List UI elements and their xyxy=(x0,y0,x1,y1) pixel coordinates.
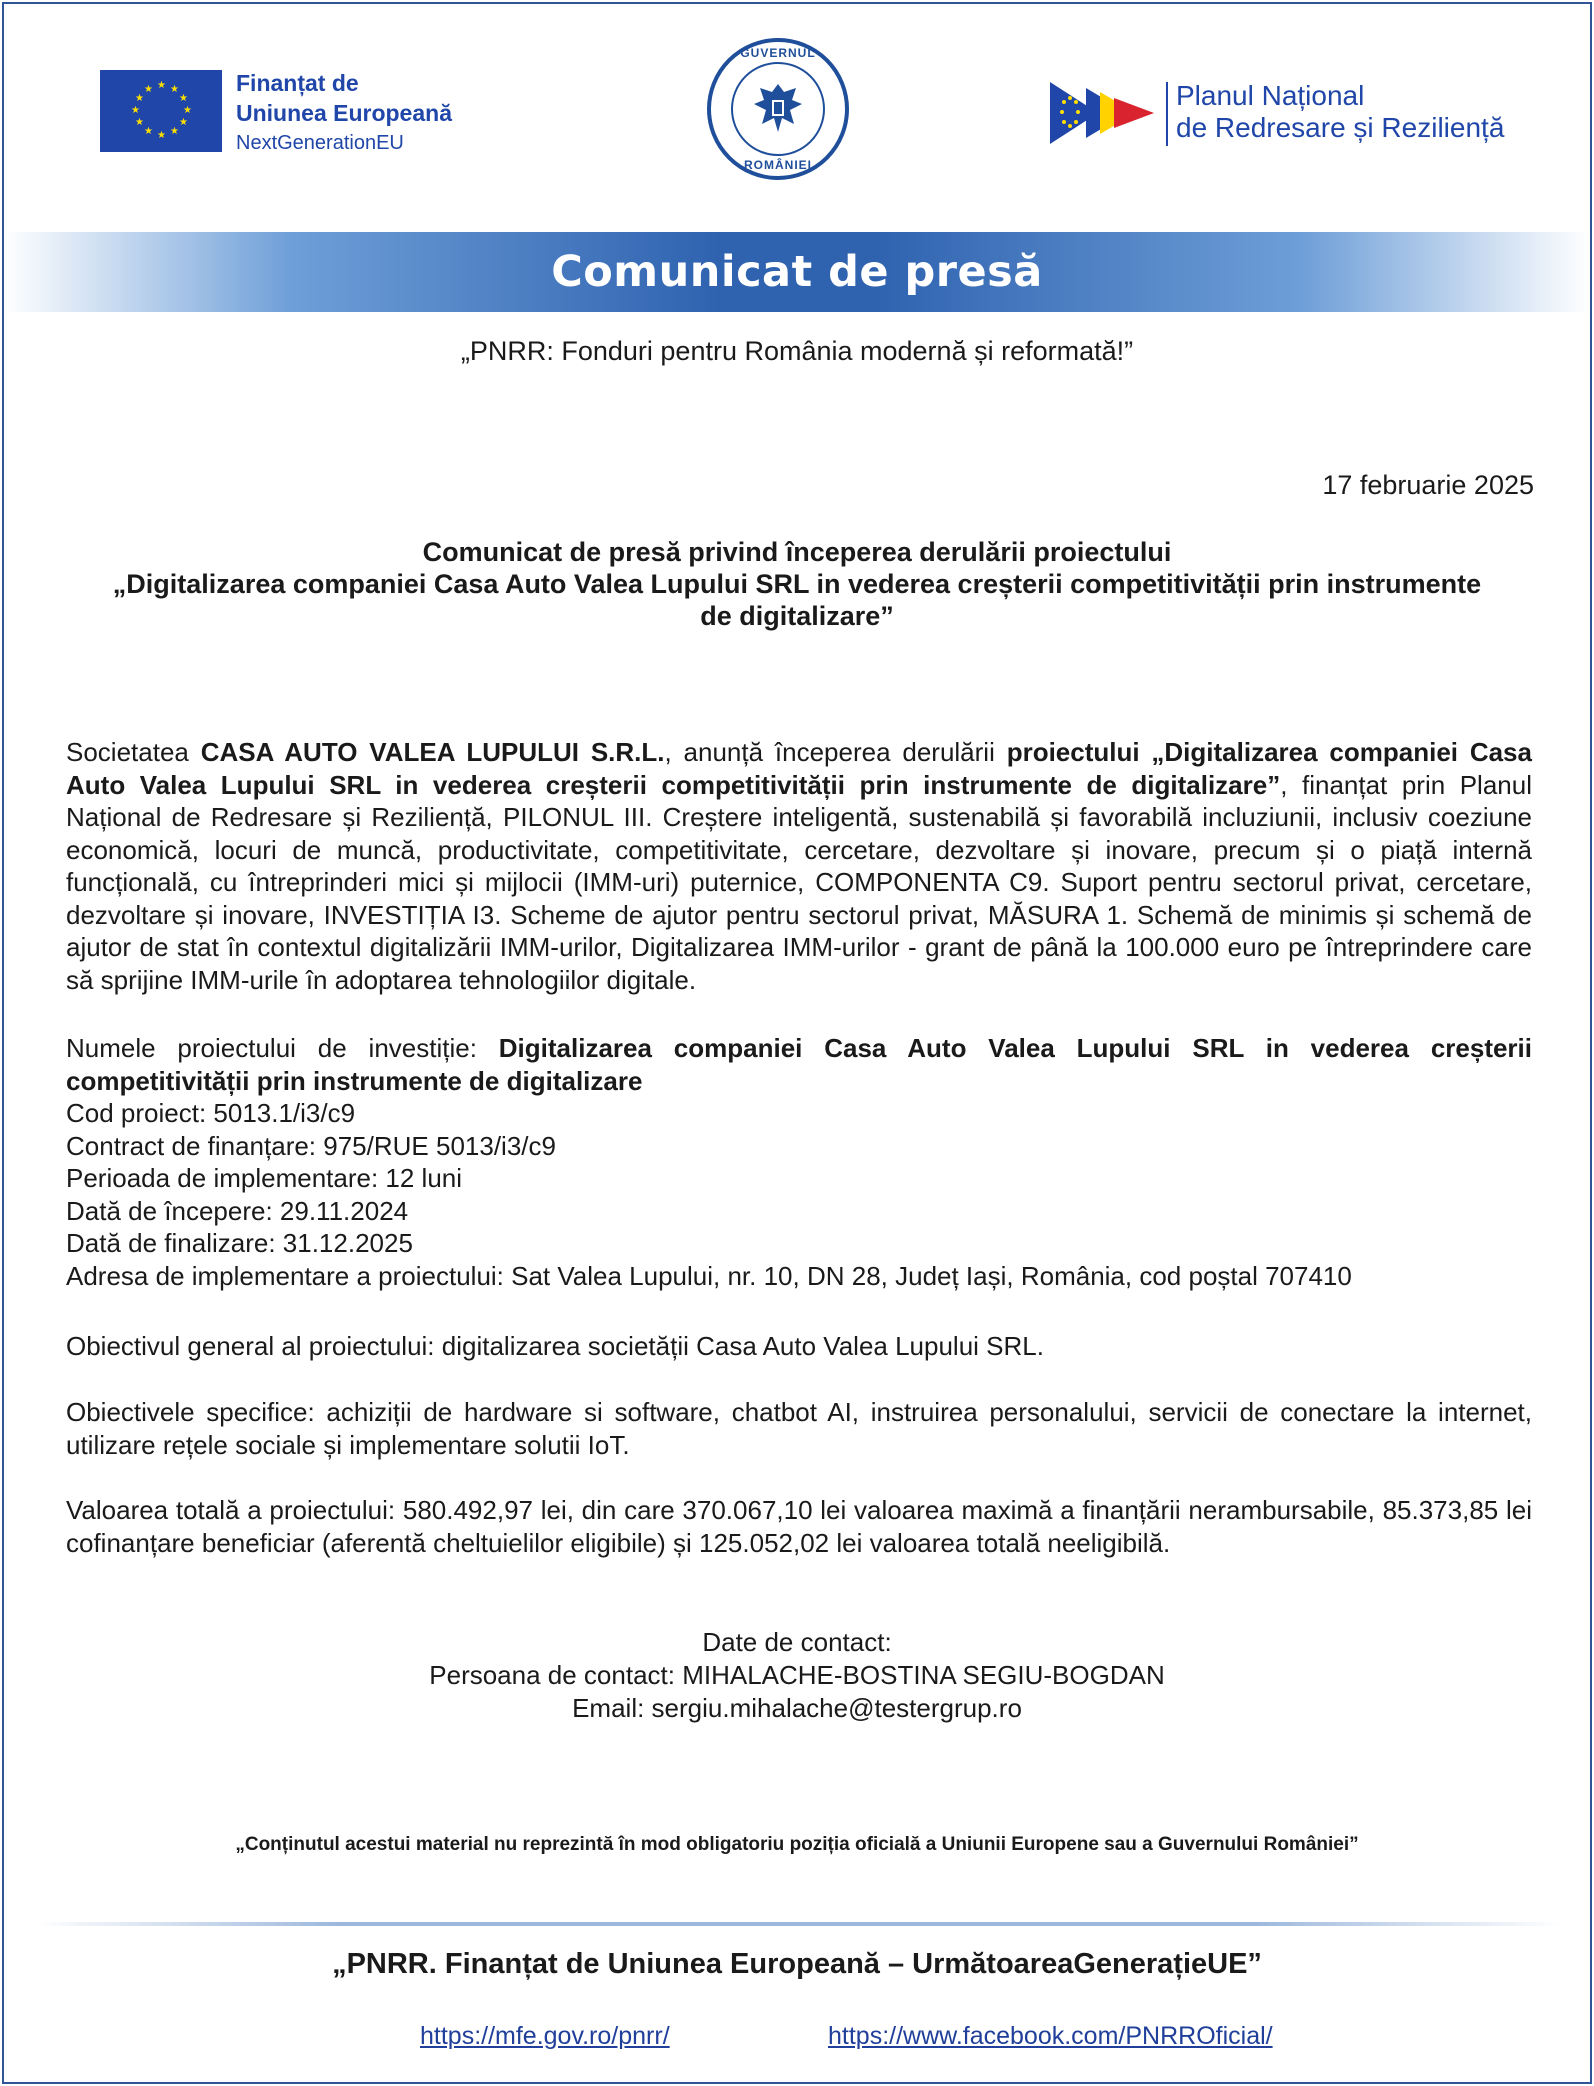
pnrr-line2: de Redresare și Reziliență xyxy=(1176,112,1505,143)
intro-paragraph xyxy=(66,736,1532,996)
contact-section xyxy=(0,1626,1594,1725)
seal-top-text: GUVERNUL xyxy=(740,46,816,60)
general-objective: Obiectivul general al proiectului: digitalizarea societății Casa Auto Valea Lupului SRL. xyxy=(66,1331,1044,1361)
press-date: 17 februarie 2025 xyxy=(1322,470,1534,500)
title-banner xyxy=(4,232,1590,312)
contact-heading: Date de contact: xyxy=(702,1627,892,1657)
footer-divider xyxy=(34,1922,1560,1926)
contact-person: Persoana de contact: MIHALACHE-BOSTINA SEGIU-BOGDAN xyxy=(429,1660,1165,1690)
title-line1: Comunicat de presă privind începerea derulării proiectului xyxy=(422,537,1172,567)
eagle-icon xyxy=(750,78,806,140)
eu-line2: Uniunea Europeană xyxy=(236,100,452,126)
press-title xyxy=(60,536,1534,632)
pnrr-divider xyxy=(1166,82,1168,146)
eu-line3: NextGenerationEU xyxy=(236,132,404,154)
company-name: CASA AUTO VALEA LUPULUI S.R.L. xyxy=(200,737,665,767)
pnrr-logo-icon xyxy=(1050,82,1164,144)
title-line2: „Digitalizarea companiei Casa Auto Valea Lupului SRL in vederea creșterii competitivității prin instrumente xyxy=(112,569,1482,599)
project-address: Adresa de implementare a proiectului: Sat Valea Lupului, nr. 10, DN 28, Județ Iași, România, cod poștal 707410 xyxy=(66,1260,1352,1291)
project-period: Perioada de implementare: 12 luni xyxy=(66,1163,463,1193)
disclaimer: „Conținutul acestui material nu reprezintă în mod obligatoriu poziția oficială a Uniunii Europene sau a Guvernului României” xyxy=(235,1834,1359,1855)
project-start-date: Dată de începere: 29.11.2024 xyxy=(66,1195,409,1226)
project-name-line xyxy=(66,1032,1532,1097)
project-end-date: Dată de finalizare: 31.12.2025 xyxy=(66,1228,413,1258)
intro-text-3: , finanțat prin Planul Național de Redresare și Reziliență, PILONUL III. Creștere inteligentă, sustenabilă și favorabilă incluziunii, inclusiv coeziune economică, locuri de muncă, productivitate, competitivitate, cercetare, dezvoltare și inovare, precum și o piață internă funcțională, cu întreprinderi mici și mijlocii (IMM-uri) puternice, COMPONENTA C9. Suport pentru sectorul privat, cercetare, dezvoltare și inovare, INVESTIȚIA I3. Scheme de ajutor pentru sectorul privat, MĂSURA 1. Schemă de minimis și schemă de ajutor de stat în contextul digitalizării IMM-urilor, Digitalizarea IMM-urilor - grant de până la 100.000 euro pe întreprindere care să sprijine IMM-urile în adoptarea tehnologiilor digitale. xyxy=(66,769,1532,995)
specific-objectives: Obiectivele specifice: achiziții de hardware si software, chatbot AI, instruirea personalului, servicii de conectare la internet, utilizare rețele sociale și implementare solutii IoT. xyxy=(66,1397,1532,1460)
seal-bottom-text: ROMÂNIEI xyxy=(744,158,812,172)
intro-text-2: , anunță începerea derulării xyxy=(664,737,1007,767)
contact-email: Email: sergiu.mihalache@testergrup.ro xyxy=(572,1693,1022,1723)
government-seal-icon xyxy=(707,38,849,180)
slogan: „PNRR: Fonduri pentru România modernă și reformată!” xyxy=(460,336,1134,366)
project-contract: Contract de finanțare: 975/RUE 5013/i3/c9 xyxy=(66,1130,556,1161)
project-name-label: Numele proiectului de investiție: xyxy=(66,1033,499,1063)
project-name-value: Digitalizarea companiei Casa Auto Valea Lupului SRL in vederea creșterii competitivității prin instrumente de digitalizare xyxy=(66,1033,1532,1096)
intro-text-1: Societatea xyxy=(66,737,201,767)
eu-line1: Finanțat de xyxy=(236,70,359,96)
title-line3: de digitalizare” xyxy=(700,601,894,631)
pnrr-text xyxy=(1176,80,1504,144)
mfe-link[interactable]: https://mfe.gov.ro/pnrr/ xyxy=(420,2022,670,2050)
project-title-inline: proiectului „Digitalizarea companiei Casa Auto Valea Lupului SRL in vederea creșterii competitivității prin instrumente de digitalizare” xyxy=(66,737,1532,800)
facebook-link[interactable]: https://www.facebook.com/PNRROficial/ xyxy=(828,2022,1273,2050)
project-details xyxy=(66,1032,1532,1292)
banner-title: Comunicat de presă xyxy=(551,247,1043,297)
eu-funding-text xyxy=(236,68,452,158)
pnrr-line1: Planul Național xyxy=(1176,80,1365,111)
eu-flag-icon: ★ ★ ★ ★ ★ ★ ★ ★ ★ ★ ★ ★ xyxy=(100,70,222,152)
footer-slogan: „PNRR. Finanțat de Uniunea Europeană – UrmătoareaGenerațieUE” xyxy=(332,1948,1262,1980)
seal-inner xyxy=(731,62,825,156)
project-value: Valoarea totală a proiectului: 580.492,97 lei, din care 370.067,10 lei valoarea maximă a finanțării nerambursabile, 85.373,85 lei cofinanțare beneficiar (aferentă cheltuielilor eligibile) și 125.052,02 lei valoarea totală neeligibilă. xyxy=(66,1495,1532,1558)
project-code: Cod proiect: 5013.1/i3/c9 xyxy=(66,1098,356,1128)
